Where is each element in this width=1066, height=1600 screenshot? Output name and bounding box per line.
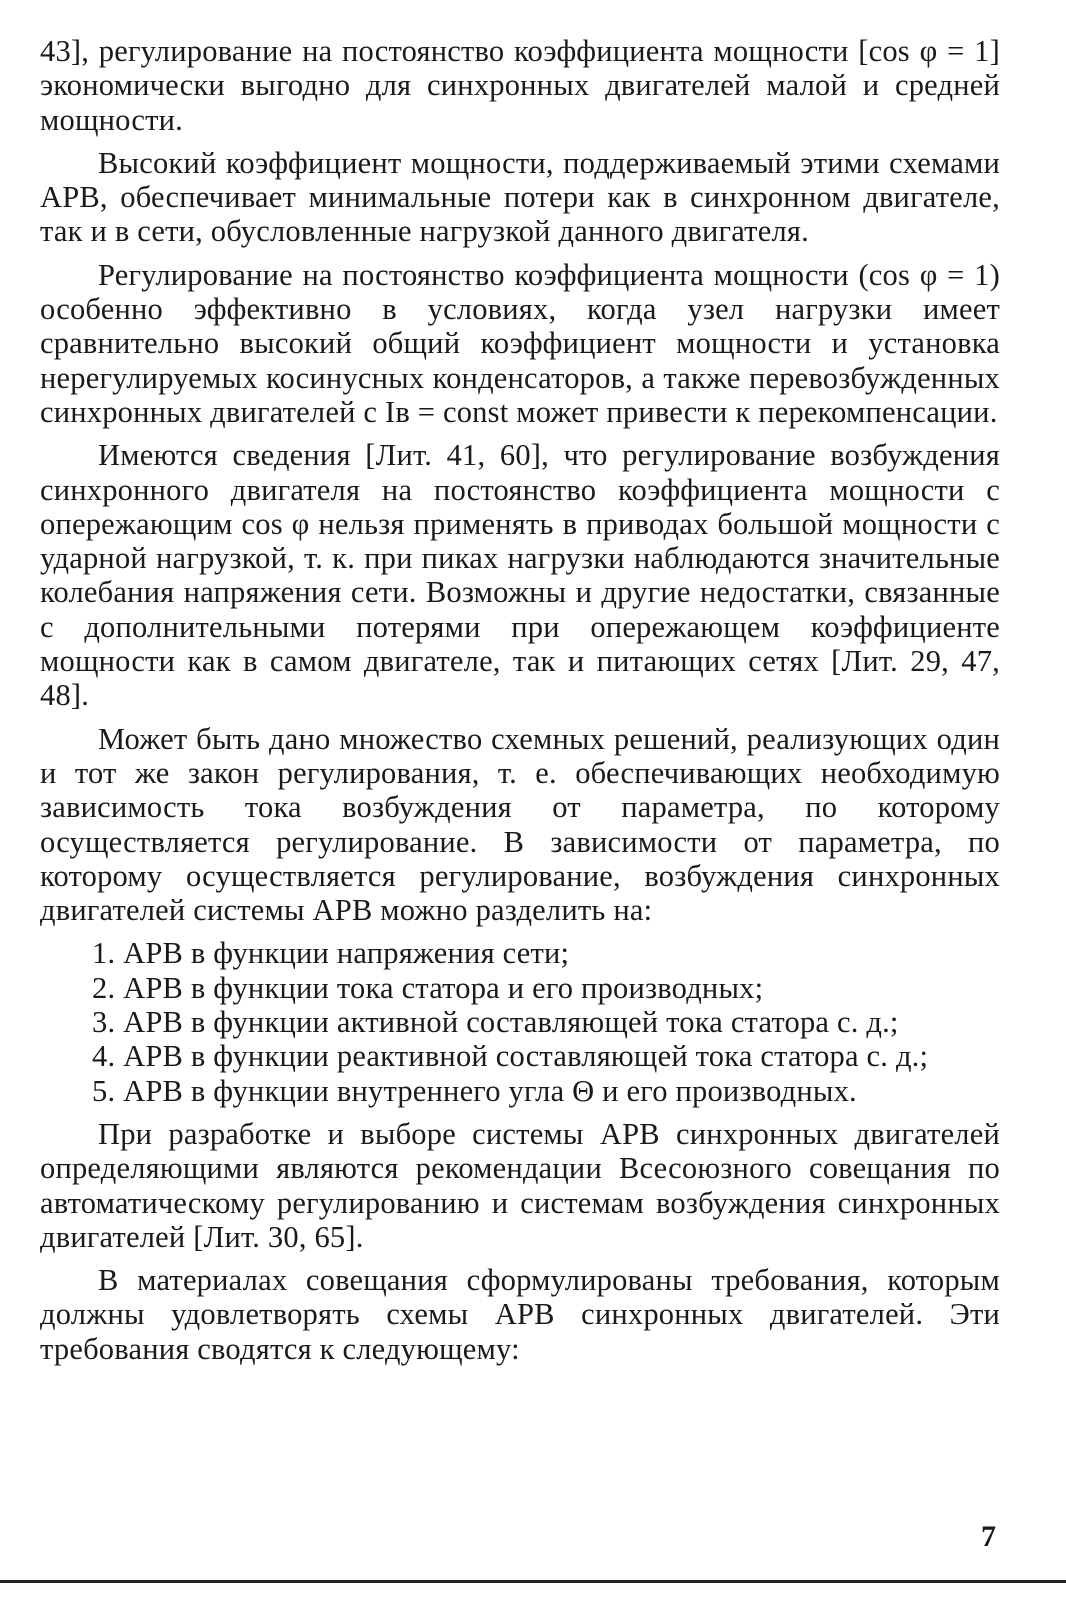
paragraph-requirements: В материалах совещания сформулированы требования, которым должны удовлетворять схемы АРВ синхронных двигателей. Эти требования сводятся к следующему:: [40, 1263, 1000, 1366]
paragraph-circuit-solutions: Может быть дано множество схемных решений, реализующих один и тот же закон регулирования, т. е. обеспечивающих необходимую зависимость тока возбуждения от параметра, по которому осуществляется регулирование. В зависимости от параметра, по которому осуществляется регулирование, возбуждения синхронных двигателей системы АРВ можно разделить на:: [40, 721, 1000, 928]
paragraph-cos-phi-regulation: Регулирование на постоянство коэффициента мощности (cos φ = 1) особенно эффективно в условиях, когда узел нагрузки имеет сравнительно высокий общий коэффициент мощности и установка нерегулируемых косинусных конденсаторов, а также перевозбужденных синхронных двигателей с Iв = const может привести к перекомпенсации.: [40, 257, 1000, 429]
list-item: 2. АРВ в функции тока статора и его производных;: [92, 970, 764, 1005]
list-item: 4. АРВ в функции реактивной составляющей тока статора с. д.;: [92, 1039, 929, 1074]
paragraph-literature-notes: Имеются сведения [Лит. 41, 60], что регулирование возбуждения синхронного двигателя на постоянство коэффициента мощности с опережающим cos φ нельзя применять в приводах большой мощности с ударной нагрузкой, т. к. при пиках нагрузки наблюдаются значительные колебания напряжения сети. Возможны и другие недостатки, связанные с дополнительными потерями при опережающем коэффициенте мощности как в самом двигателе, так и питающих сетях [Лит. 29, 47, 48].: [40, 438, 1000, 713]
paragraph-continuation: 43], регулирование на постоянство коэффициента мощности [cos φ = 1] экономически выгодно для синхронных двигателей малой и средней мощности.: [40, 34, 1000, 137]
arv-types-list: [40, 936, 1000, 1107]
list-item: 5. АРВ в функции внутреннего угла Θ и его производных.: [92, 1073, 857, 1108]
page-body: [40, 34, 1000, 1375]
page-number: 7: [981, 1520, 996, 1553]
paragraph-high-power-factor: Высокий коэффициент мощности, поддерживаемый этими схемами АРВ, обеспечивает минимальные потери как в синхронном двигателе, так и в сети, обусловленные нагрузкой данного двигателя.: [40, 145, 1000, 249]
list-item: 3. АРВ в функции активной составляющей тока статора с. д.;: [92, 1005, 899, 1040]
paragraph-recommendations: При разработке и выборе системы АРВ синхронных двигателей определяющими являются рекомендации Всесоюзного совещания по автоматическому регулированию и системам возбуждения синхронных двигателей [Лит. 30, 65].: [40, 1116, 1000, 1254]
list-item: 1. АРВ в функции напряжения сети;: [92, 936, 570, 971]
bottom-edge-rule: [0, 1580, 1066, 1583]
